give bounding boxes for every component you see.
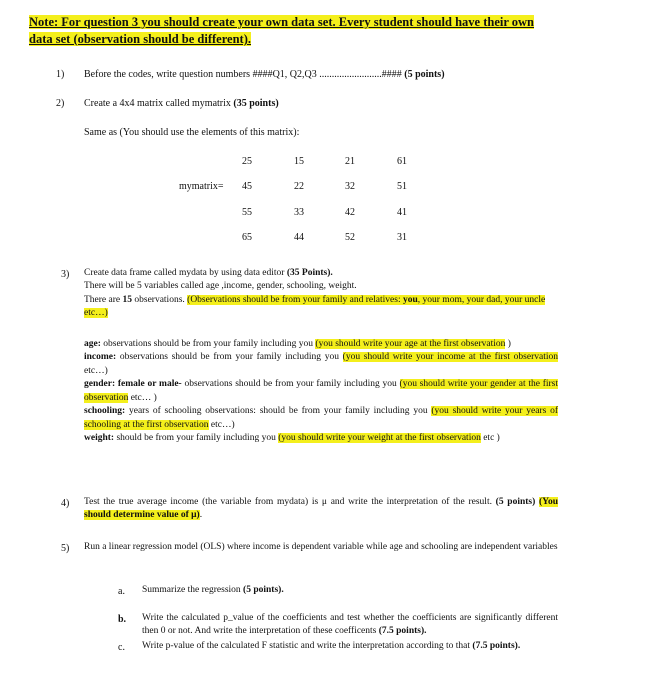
q1-number: 1) bbox=[56, 69, 65, 80]
q4-text: Test the true average income (the variable from mydata) is μ and write the interpretation of the result. (5 points) (You should determine value of μ). bbox=[84, 497, 558, 521]
matrix-cell: 25 bbox=[242, 156, 252, 167]
matrix-cell: 15 bbox=[294, 156, 304, 167]
q5c-label: c. bbox=[118, 642, 125, 653]
matrix-cell: 42 bbox=[345, 207, 355, 218]
matrix-cell: 44 bbox=[294, 232, 304, 243]
q4-number: 4) bbox=[61, 498, 70, 509]
q5-number: 5) bbox=[61, 543, 70, 554]
matrix-cell: 45 bbox=[242, 181, 252, 192]
matrix-cell: 65 bbox=[242, 232, 252, 243]
q3-variables bbox=[84, 338, 558, 446]
q3-schooling: schooling: years of schooling observations: should be from your family including you (you should write your years of schooling at the first observation etc…) bbox=[84, 406, 558, 430]
q3-intro bbox=[84, 267, 560, 321]
matrix-cell: 41 bbox=[397, 207, 407, 218]
matrix-cell: 52 bbox=[345, 232, 355, 243]
matrix-cell: 51 bbox=[397, 181, 407, 192]
q3-line2: There will be 5 variables called age ,income, gender, schooling, weight. bbox=[84, 281, 357, 292]
q1-text: Before the codes, write question numbers ####Q1, Q2,Q3 .........................#### (5 points) bbox=[84, 69, 445, 80]
q3-age: age: observations should be from your family including you (you should write your age at the first observation ) bbox=[84, 339, 511, 349]
matrix-cell: 33 bbox=[294, 207, 304, 218]
q3-weight: weight: should be from your family including you (you should write your weight at the first observation etc ) bbox=[84, 433, 500, 444]
matrix-cell: 31 bbox=[397, 232, 407, 243]
matrix-cell: 55 bbox=[242, 207, 252, 218]
q3-gender: gender: female or male- observations should be from your family including you (you should write your gender at the first observation etc… ) bbox=[84, 379, 559, 403]
matrix-label: mymatrix= bbox=[179, 181, 224, 192]
matrix-cell: 21 bbox=[345, 156, 355, 167]
q5b-text: Write the calculated p_value of the coefficients and test whether the coefficients are significantly different then 0 or not. And write the interpretation of these coefficents (7.5 points). bbox=[142, 613, 558, 637]
q5-text: Run a linear regression model (OLS) where income is dependent variable while age and schooling are independent variables bbox=[84, 542, 558, 552]
q3-line3: There are 15 observations. (Observations should be from your family and relatives: you, your mom, your dad, your uncle etc…) bbox=[84, 294, 546, 319]
q5c-text: Write p-value of the calculated F statistic and write the interpretation according to that (7.5 points). bbox=[142, 641, 521, 651]
note-header: Note: For question 3 you should create your own data set. Every student should have their own data set (observation should be different). bbox=[29, 15, 535, 46]
q2-number: 2) bbox=[56, 98, 65, 109]
q2-same-as: Same as (You should use the elements of this matrix): bbox=[84, 127, 300, 138]
q3-line1: Create data frame called mydata by using data editor (35 Points). bbox=[84, 268, 333, 278]
q3-number: 3) bbox=[61, 269, 70, 280]
q2-text: Create a 4x4 matrix called mymatrix (35 points) bbox=[84, 98, 279, 109]
q5b-label: b. bbox=[118, 614, 127, 625]
matrix-cell: 22 bbox=[294, 181, 304, 192]
q3-income: income: observations should be from your family including you (you should write your income at the first observation etc…) bbox=[84, 352, 559, 376]
q5a-text: Summarize the regression (5 points). bbox=[142, 585, 284, 595]
matrix-cell: 61 bbox=[397, 156, 407, 167]
q5a-label: a. bbox=[118, 586, 125, 597]
matrix-cell: 32 bbox=[345, 181, 355, 192]
